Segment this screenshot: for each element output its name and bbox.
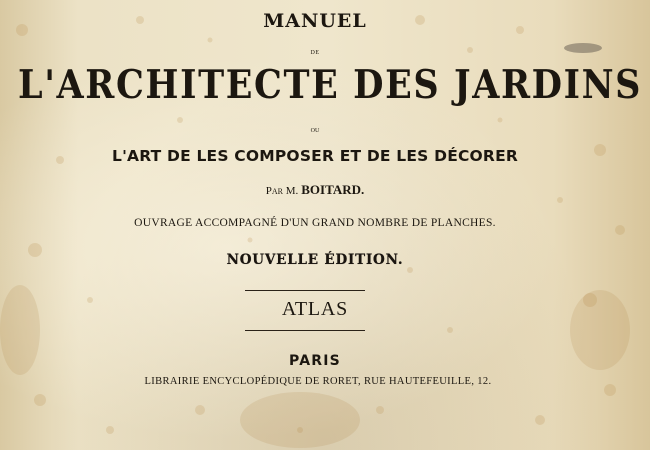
heading-manuel: MANUEL — [263, 10, 367, 32]
imprint-city: PARIS — [289, 353, 341, 369]
edition-line: NOUVELLE ÉDITION. — [226, 252, 404, 268]
connector-ou: OU — [310, 128, 320, 134]
divider-bottom — [245, 330, 365, 331]
connector-de: DE — [310, 50, 320, 56]
author-line — [0, 182, 630, 198]
description-line: OUVRAGE ACCOMPAGNÉ D'UN GRAND NOMBRE DE PLANCHES. — [134, 217, 496, 229]
author-name: BOITARD. — [301, 182, 365, 197]
main-title: L'ARCHITECTE DES JARDINS — [18, 62, 643, 108]
divider-top — [245, 290, 365, 291]
subtitle: L'ART DE LES COMPOSER ET DE LES DÉCORER — [112, 147, 518, 165]
volume-label: ATLAS — [281, 298, 349, 320]
author-prefix: Par M. — [265, 185, 299, 197]
imprint-publisher: LIBRAIRIE ENCYCLOPÉDIQUE DE RORET, RUE HAUTEFEUILLE, 12. — [144, 376, 492, 387]
